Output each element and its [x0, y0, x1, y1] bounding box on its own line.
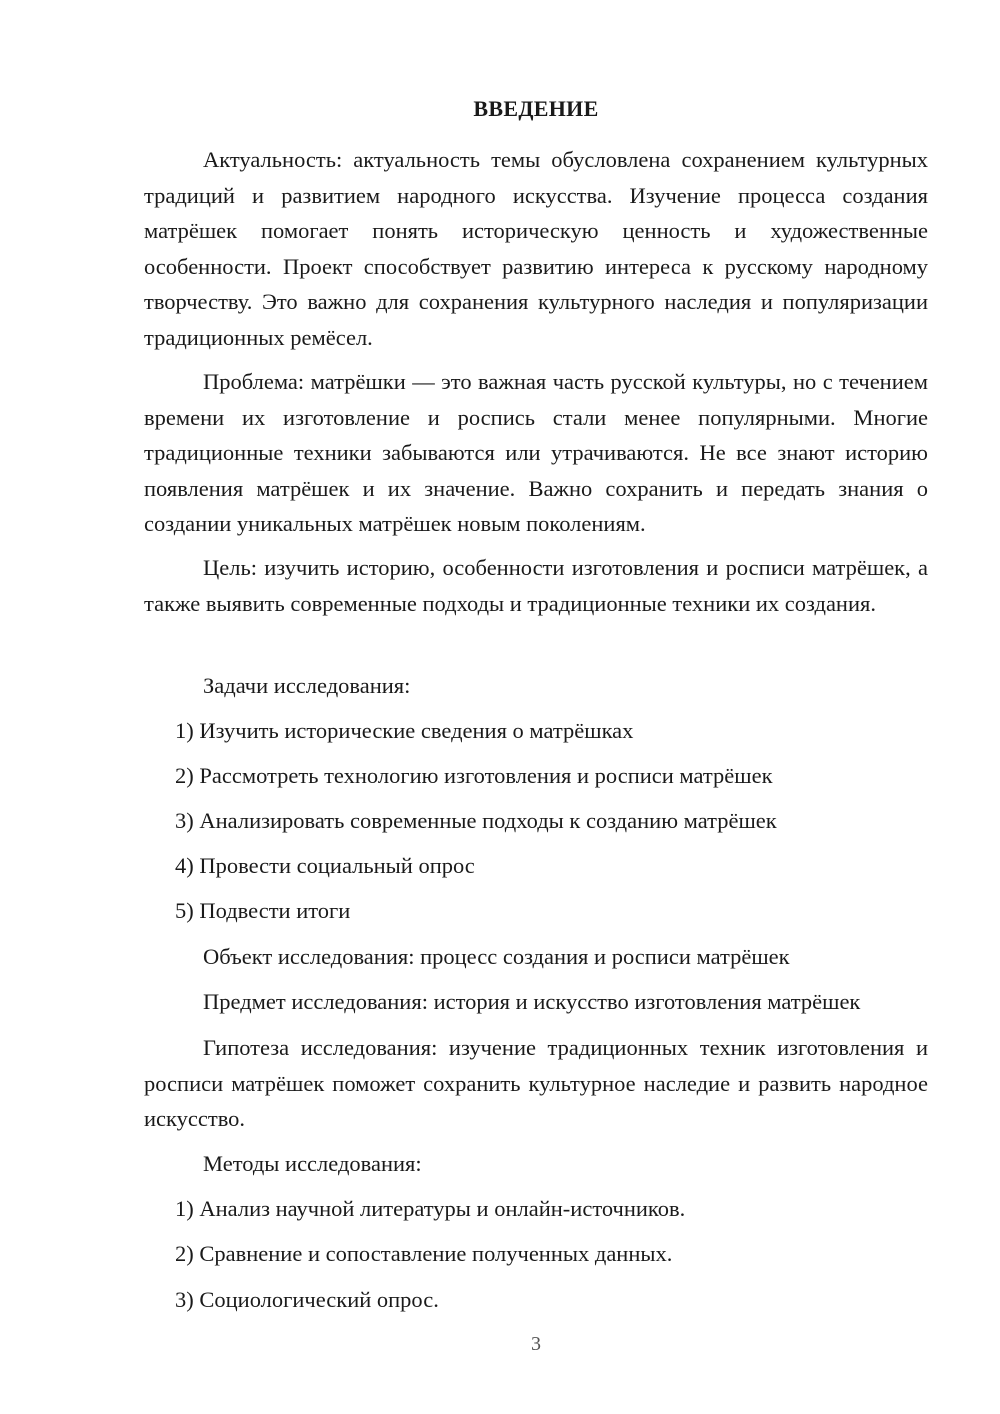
goal-paragraph: Цель: изучить историю, особенности изготовления и росписи матрёшек, а также выявить современные подходы и традиционные техники их создания.: [144, 555, 928, 616]
tasks-heading: Задачи исследования:: [203, 673, 411, 698]
list-item: 3) Анализировать современные подходы к созданию матрёшек: [175, 808, 777, 833]
list-item: 1) Анализ научной литературы и онлайн-источников.: [175, 1196, 686, 1221]
page-title: ВВЕДЕНИЕ: [473, 96, 599, 121]
list-item: 3) Социологический опрос.: [175, 1287, 439, 1312]
subject-line: Предмет исследования: история и искусство изготовления матрёшек: [203, 989, 861, 1014]
list-item: 1) Изучить исторические сведения о матрёшках: [175, 718, 634, 743]
list-item: 2) Сравнение и сопоставление полученных данных.: [175, 1241, 673, 1266]
methods-heading: Методы исследования:: [203, 1151, 422, 1176]
page-number: 3: [531, 1333, 541, 1355]
list-item: 4) Провести социальный опрос: [175, 853, 475, 878]
hypothesis-paragraph: Гипотеза исследования: изучение традиционных техник изготовления и росписи матрёшек поможет сохранить культурное наследие и развить народное искусство.: [144, 1035, 928, 1131]
problem-paragraph: Проблема: матрёшки — это важная часть русской культуры, но с течением времени их изготовление и роспись стали менее популярными. Многие традиционные техники забываются или утрачиваются. Не все знают историю появления матрёшек и их значение. Важно сохранить и передать знания о создании уникальных матрёшек новым поколениям.: [144, 369, 928, 536]
list-item: 5) Подвести итоги: [175, 898, 351, 923]
list-item: 2) Рассмотреть технологию изготовления и росписи матрёшек: [175, 763, 773, 788]
relevance-paragraph: Актуальность: актуальность темы обусловлена сохранением культурных традиций и развитием народного искусства. Изучение процесса создания матрёшек помогает понять историческую ценность и художественные особенности. Проект способствует развитию интереса к русскому народному творчеству. Это важно для сохранения культурного наследия и популяризации традиционных ремёсел.: [144, 147, 928, 350]
object-line: Объект исследования: процесс создания и росписи матрёшек: [203, 944, 790, 969]
